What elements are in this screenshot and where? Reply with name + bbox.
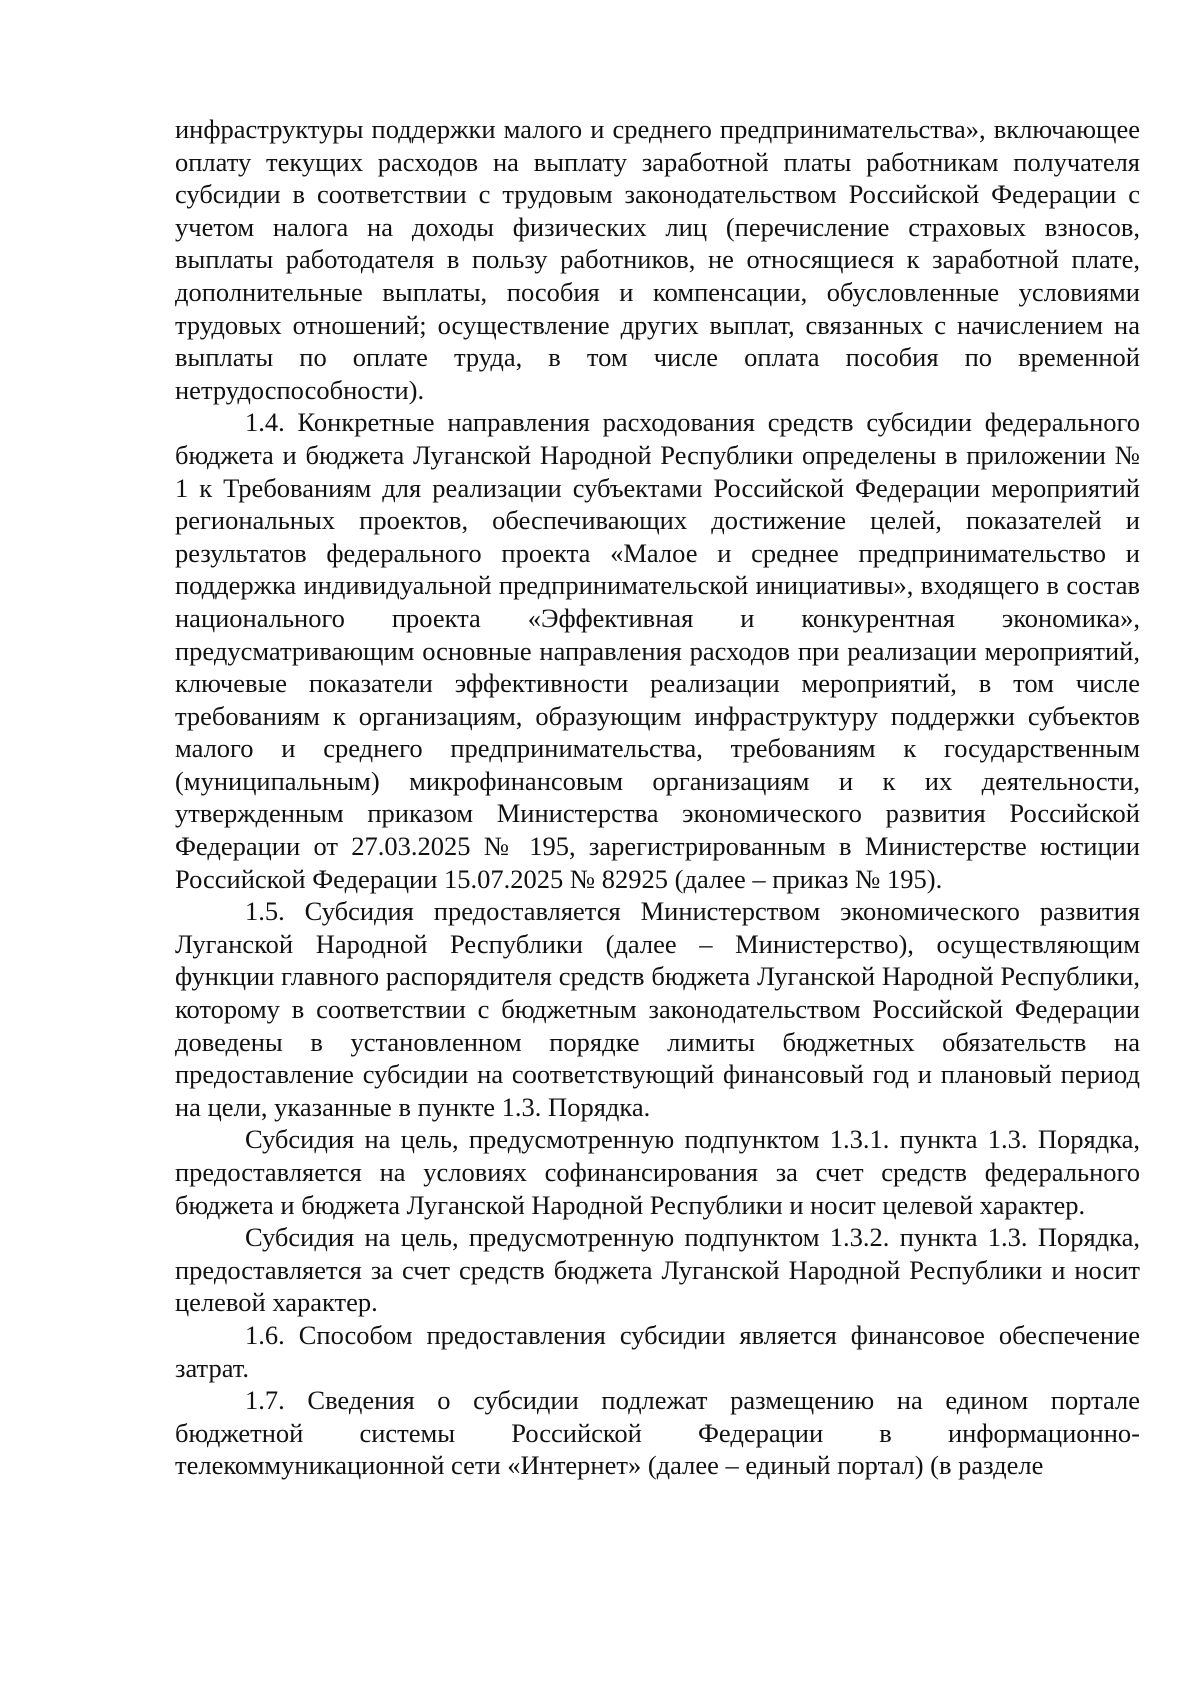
paragraph-1-7-portal: 1.7. Сведения о субсидии подлежат размещению на едином портале бюджетной системы Российской Федерации в информационно-телекоммуникационной сети «Интернет» (далее – единый портал) (в разделе <box>175 1385 1140 1481</box>
paragraph-wage-expenses: инфраструктуры поддержки малого и среднего предпринимательства», включающее оплату текущих расходов на выплату заработной платы работникам получателя субсидии в соответствии с трудовым законодательством Российской Федерации с учетом налога на доходы физических лиц (перечисление страховых взносов, выплаты работодателя в пользу работников, не относящиеся к заработной плате, дополнительные выплаты, пособия и компенсации, обусловленные условиями трудовых отношений; осуществление других выплат, связанных с начислением на выплаты по оплате труда, в том числе оплата пособия по временной нетрудоспособности). <box>175 114 1140 405</box>
paragraph-subsidy-1-3-2: Субсидия на цель, предусмотренную подпунктом 1.3.2. пункта 1.3. Порядка, предоставляется за счет средств бюджета Луганской Народной Республики и носит целевой характер. <box>175 1222 1140 1318</box>
paragraph-subsidy-1-3-1: Субсидия на цель, предусмотренную подпунктом 1.3.1. пункта 1.3. Порядка, предоставляется на условиях софинансирования за счет средств федерального бюджета и бюджета Луганской Народной Республики и носит целевой характер. <box>175 1124 1140 1220</box>
paragraph-1-6-method: 1.6. Способом предоставления субсидии является финансовое обеспечение затрат. <box>175 1319 1140 1383</box>
document-body <box>175 113 1140 1482</box>
paragraph-1-5-ministry: 1.5. Субсидия предоставляется Министерством экономического развития Луганской Народной Республики (далее – Министерство), осуществляющим функции главного распорядителя средств бюджета Луганской Народной Республики, которому в соответствии с бюджетным законодательством Российской Федерации доведены в установленном порядке лимиты бюджетных обязательств на предоставление субсидии на соответствующий финансовый год и плановый период на цели, указанные в пункте 1.3. Порядка. <box>175 896 1140 1122</box>
paragraph-1-4-expense-directions: 1.4. Конкретные направления расходования средств субсидии федерального бюджета и бюджета Луганской Народной Республики определены в приложении № 1 к Требованиям для реализации субъектами Российской Федерации мероприятий региональных проектов, обеспечивающих достижение целей, показателей и результатов федерального проекта «Малое и среднее предпринимательство и поддержка индивидуальной предпринимательской инициативы», входящего в состав национального проекта «Эффективная и конкурентная экономика», предусматривающим основные направления расходов при реализации мероприятий, ключевые показатели эффективности реализации мероприятий, в том числе требованиям к организациям, образующим инфраструктуру поддержки субъектов малого и среднего предпринимательства, требованиям к государственным (муниципальным) микрофинансовым организациям и к их деятельности, утвержденным приказом Министерства экономического развития Российской Федерации от 27.03.2025 № 195, зарегистрированным в Министерстве юстиции Российской Федерации 15.07.2025 № 82925 (далее – приказ № 195). <box>175 407 1140 894</box>
